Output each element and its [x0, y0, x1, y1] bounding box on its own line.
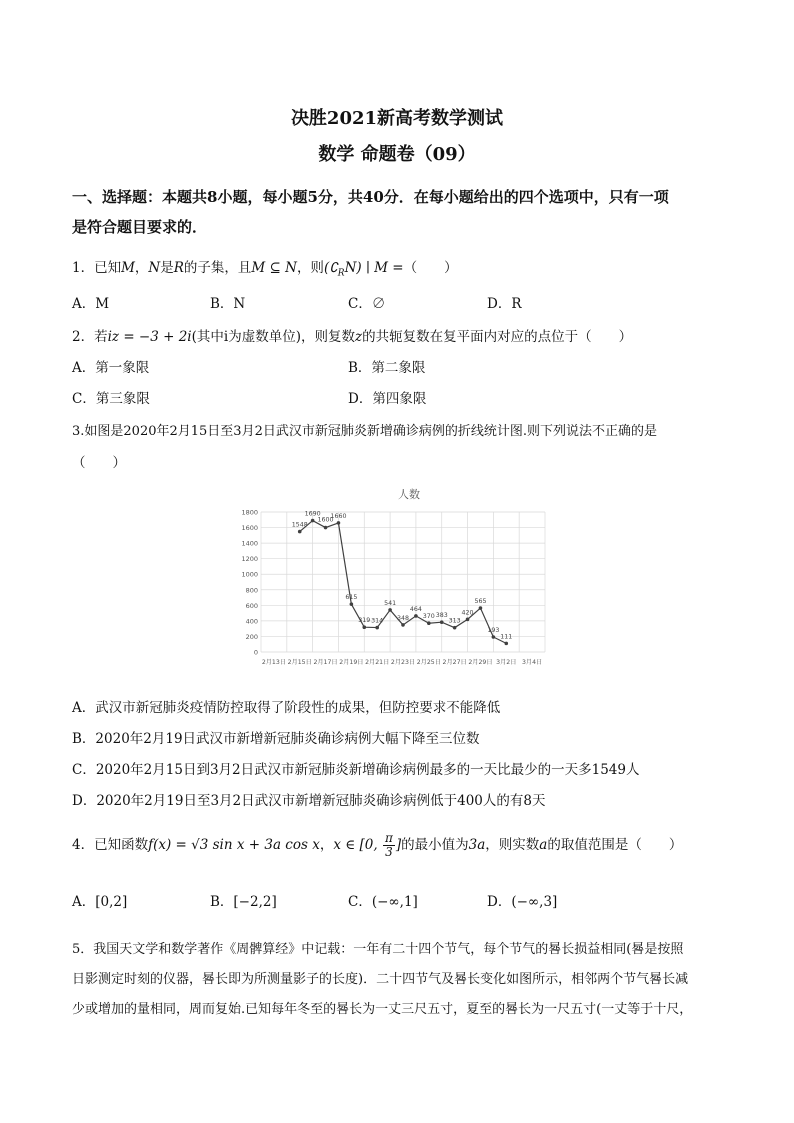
x-tick-label: 3月4日	[521, 659, 543, 666]
data-point	[375, 626, 379, 630]
y-tick-label: 600	[245, 601, 258, 610]
q3-option-d: D．2020年2月19日至3月2日武汉市新增新冠肺炎确诊病例低于400人的有8天	[72, 793, 546, 809]
data-label: 1660	[330, 512, 347, 520]
data-point	[414, 614, 418, 618]
question-5-line-2: 日影测定时刻的仪器，晷长即为所测量影子的长度)．二十四节气及晷长变化如图所示，相邻两个节气晷长减	[72, 972, 689, 987]
data-point	[504, 642, 508, 646]
q2-text: 的共轭复数在复平面内对应的点位于（ ）	[362, 329, 633, 345]
line-chart-svg	[235, 480, 561, 676]
y-tick-label: 1200	[241, 555, 258, 564]
x-tick-label: 2月21日	[365, 659, 390, 666]
q3-option-b: B．2020年2月19日武汉市新增新冠肺炎确诊病例大幅下降至三位数	[72, 731, 480, 747]
section-heading-cont: 是符合题目要求的．	[72, 218, 208, 236]
data-point	[298, 530, 302, 534]
data-label: 193	[487, 626, 500, 634]
data-point	[401, 623, 405, 627]
q3-option-c: C．2020年2月15日到3月2日武汉市新冠肺炎新增确诊病例最多的一天比最少的一天多1549人	[72, 762, 640, 778]
x-tick-label: 2月19日	[339, 659, 364, 666]
paper-title: 决胜2021新高考数学测试	[290, 108, 504, 129]
q2-equation: iz = −3 + 2i	[107, 329, 192, 345]
x-tick-label: 2月17日	[313, 659, 338, 666]
x-tick-label: 2月15日	[287, 659, 312, 666]
data-label: 420	[461, 609, 474, 617]
x-tick-label: 2月27日	[442, 659, 467, 666]
q1-text: =（ ）	[388, 260, 458, 276]
data-point	[427, 621, 431, 625]
q4-option-d: D．(−∞,3]	[487, 894, 558, 910]
data-point	[440, 620, 444, 624]
q1-set-r: R	[173, 260, 184, 276]
y-tick-label: 1600	[241, 524, 258, 533]
data-label: 319	[358, 617, 371, 625]
data-label: 313	[448, 617, 461, 625]
question-5-line-1: 5．我国天文学和数学著作《周髀算经》中记载：一年有二十四个节气，每个节气的晷长损益相同(晷是按照	[72, 942, 684, 957]
data-point	[492, 635, 496, 639]
data-label: 1690	[304, 510, 321, 518]
data-label: 348	[396, 614, 410, 622]
x-tick-label: 2月13日	[261, 659, 287, 666]
q1-set-n: N	[148, 260, 161, 276]
data-point	[311, 519, 315, 523]
q4-var-a: a	[539, 837, 548, 853]
q1-text: ，则	[296, 260, 324, 276]
q4-text: ，	[319, 837, 334, 853]
q3-option-a: A．武汉市新冠肺炎疫情防控取得了阶段性的成果，但防控要求不能降低	[72, 700, 501, 716]
q2-var-z: z	[354, 329, 363, 345]
question-3-stem-cont: （ ）	[72, 455, 126, 471]
line-chart	[235, 480, 561, 676]
x-tick-label: 2月23日	[390, 659, 416, 666]
q2-text: 2．若	[72, 329, 108, 345]
q4-text: 4．已知函数	[72, 837, 149, 853]
data-label: 464	[409, 605, 422, 613]
data-label: 111	[500, 633, 513, 641]
question-4-stem	[72, 832, 682, 859]
data-point	[388, 608, 392, 612]
y-tick-label: 0	[253, 648, 258, 657]
data-point	[466, 618, 470, 622]
y-tick-label: 1400	[241, 539, 258, 548]
q1-text: 的子集，且	[183, 260, 252, 276]
data-point	[362, 625, 366, 629]
data-label: 314	[371, 617, 384, 625]
y-tick-label: 1000	[241, 570, 258, 579]
q4-option-c: C．(−∞,1]	[348, 894, 418, 910]
y-tick-label: 400	[245, 617, 258, 626]
q4-text: 的取值范围是（ ）	[547, 837, 683, 853]
data-point	[479, 606, 483, 610]
data-label: 1548	[291, 521, 308, 529]
q2-option-b: B．第二象限	[348, 360, 426, 376]
q1-text: 1．已知	[72, 260, 122, 276]
data-label: 565	[474, 598, 487, 606]
q2-option-c: C．第三象限	[72, 391, 150, 407]
q2-option-d: D．第四象限	[348, 391, 427, 407]
x-tick-label: 3月2日	[496, 659, 517, 666]
x-tick-label: 2月29日	[468, 659, 493, 666]
q1-option-d: D．R	[487, 296, 522, 312]
q4-option-a: A．[0,2]	[72, 894, 128, 910]
chart-title: 人数	[398, 488, 420, 501]
question-1-stem	[72, 256, 458, 279]
section-heading: 一、选择题：本题共8小题，每小题5分，共40分．在每小题给出的四个选项中，只有一项	[72, 188, 669, 206]
q2-text: (其中i为虚数单位)，则复数	[191, 329, 355, 345]
q2-option-a: A．第一象限	[72, 360, 150, 376]
q1-text: 是	[160, 260, 174, 276]
q4-function: f(x) = √3 sin x + 3a cos x	[148, 837, 320, 853]
q4-domain: x ∈ [0, $\frac{\pi}{3}$ ]	[333, 831, 402, 859]
data-label: 615	[345, 594, 358, 602]
data-label: 1600	[317, 516, 334, 524]
question-3-stem: 3.如图是2020年2月15日至3月2日武汉市新冠肺炎新增确诊病例的折线统计图.则下列说法不正确的是	[72, 424, 657, 439]
q1-option-c: C．∅	[348, 296, 386, 312]
q4-text: 的最小值为	[401, 837, 469, 853]
question-2-stem	[72, 325, 632, 345]
y-tick-label: 200	[245, 632, 258, 641]
paper-subtitle: 数学 命题卷（09）	[318, 144, 476, 165]
question-5-line-3: 少或增加的量相同，周而复始.已知每年冬至的晷长为一丈三尺五寸，夏至的晷长为一尺五寸(一丈等于十尺，	[72, 1002, 693, 1017]
q4-text: ，则实数	[485, 837, 540, 853]
q1-text: ，	[134, 260, 149, 276]
q4-option-b: B．[−2,2]	[210, 894, 277, 910]
x-tick-label: 2月25日	[416, 659, 441, 666]
data-point	[453, 626, 457, 630]
q1-option-b: B．N	[210, 296, 246, 312]
data-label: 383	[435, 612, 448, 620]
pi-over-three-fraction: $\frac{\pi}{3}$	[384, 831, 393, 859]
y-tick-label: 800	[245, 586, 258, 595]
data-point	[350, 602, 354, 606]
data-point	[324, 526, 328, 530]
q1-subset: M ⊆ N	[251, 260, 297, 276]
q4-min: 3a	[468, 837, 486, 853]
y-tick-label: 1800	[241, 508, 258, 517]
data-point	[337, 521, 341, 525]
q1-option-a: A．M	[72, 296, 110, 312]
q1-expr: $(∁_RN)$ ∣ M	[323, 260, 388, 279]
data-label: 541	[384, 599, 397, 607]
data-label: 370	[422, 613, 435, 621]
q1-set-m: M	[121, 260, 135, 276]
